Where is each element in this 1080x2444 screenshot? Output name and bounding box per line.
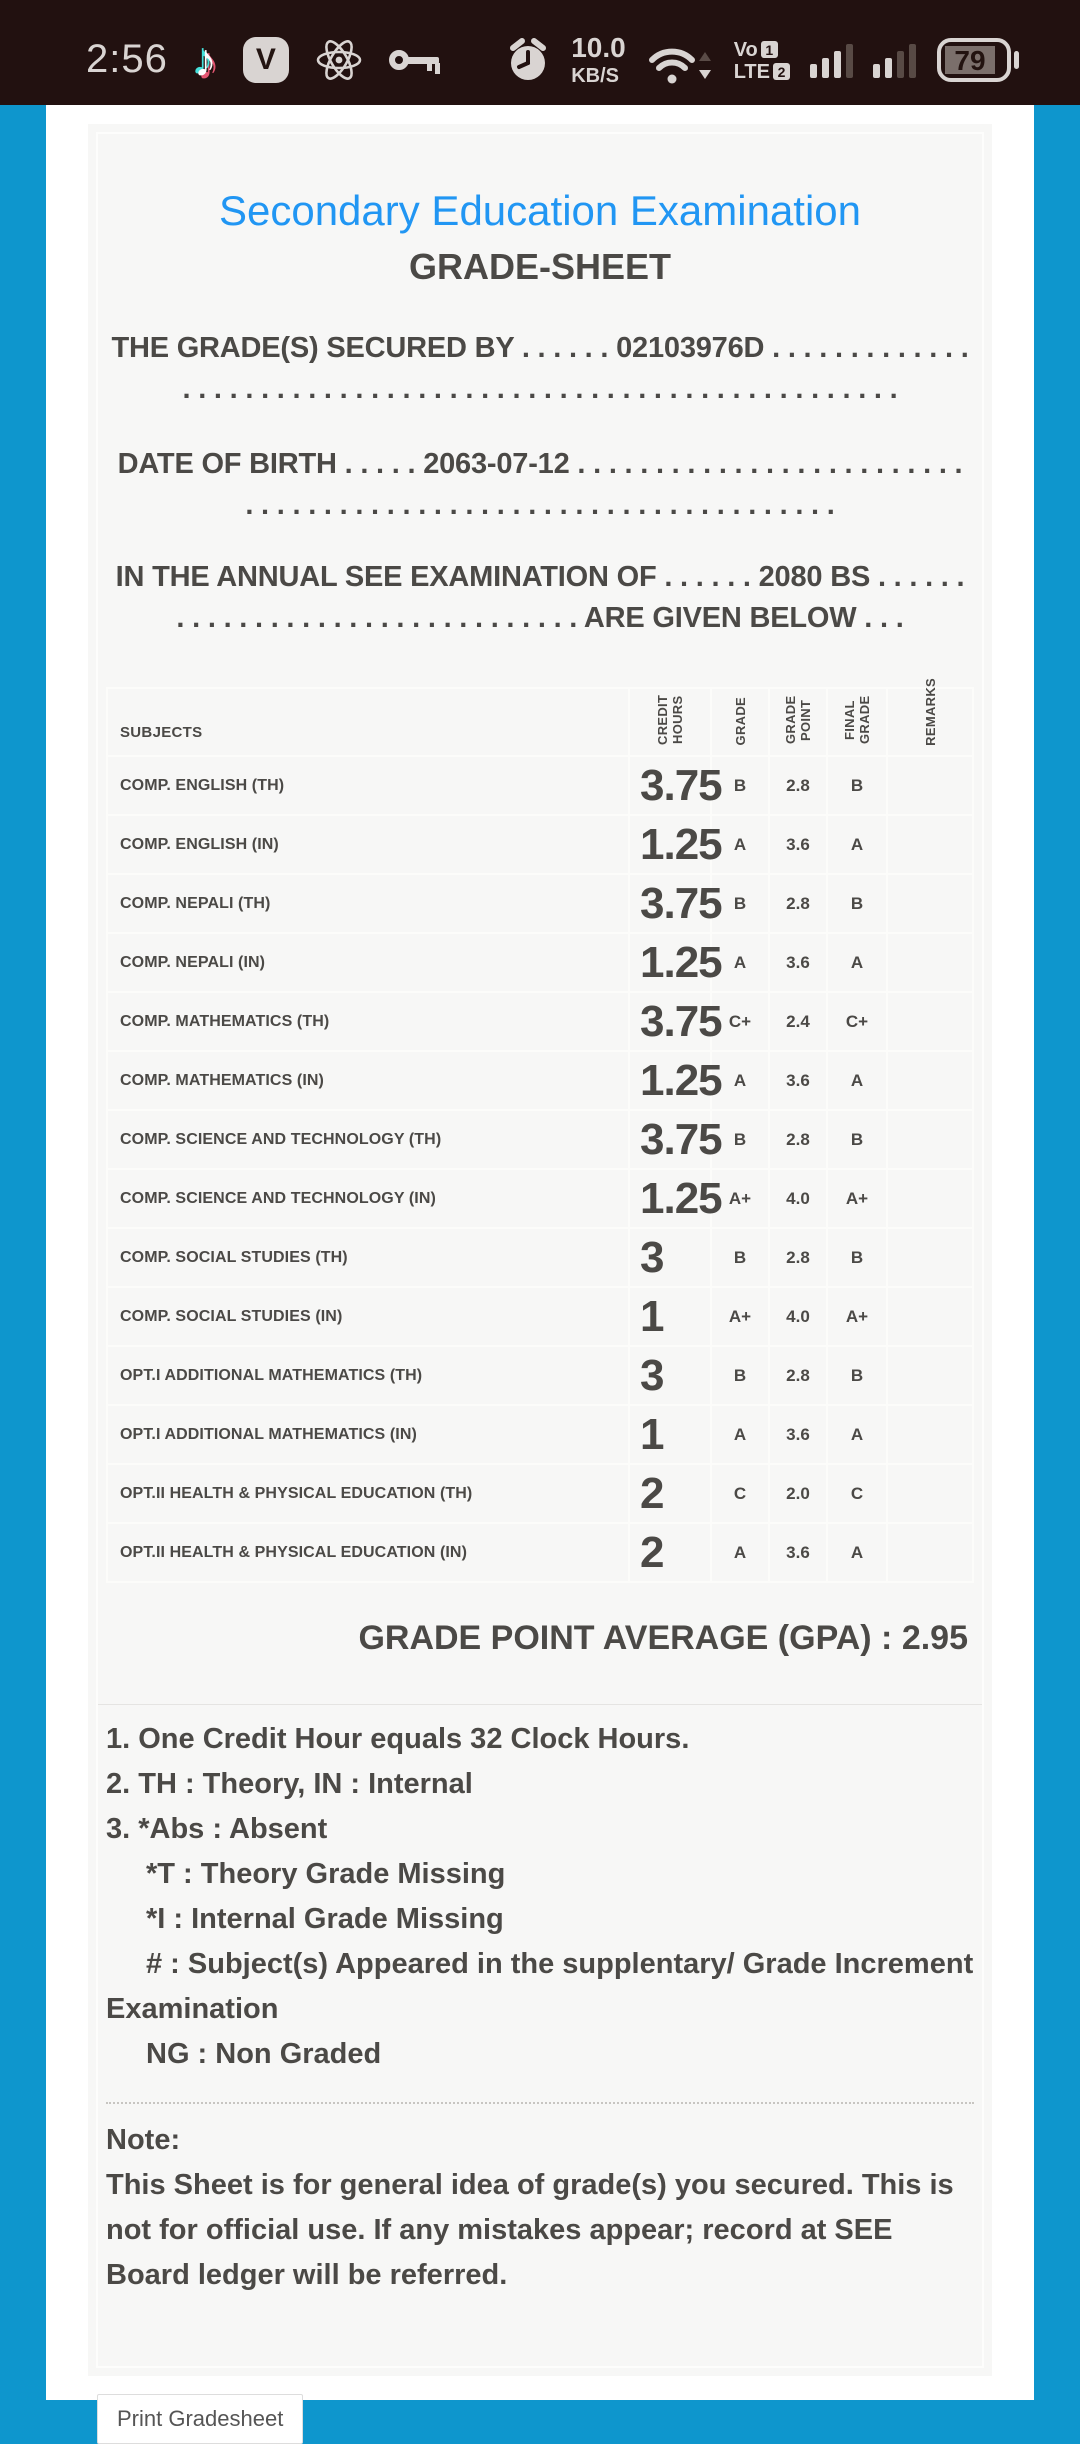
- status-right-group: [505, 31, 1022, 87]
- cell-subject: OPT.I ADDITIONAL MATHEMATICS (IN): [107, 1405, 629, 1464]
- battery-percent: 79: [954, 44, 986, 76]
- cell-remarks: [887, 1523, 973, 1582]
- cell-credit-hours: 3.75: [629, 756, 711, 815]
- cell-remarks: [887, 756, 973, 815]
- table-row: [107, 1523, 973, 1582]
- cell-final-grade: B: [827, 1228, 887, 1287]
- col-header-grade: GRADE: [711, 688, 769, 756]
- alarm-clock-icon: [505, 35, 551, 85]
- cell-grade-point: 3.6: [769, 1405, 827, 1464]
- cell-remarks: [887, 1464, 973, 1523]
- table-row: [107, 1051, 973, 1110]
- cell-credit-hours: 3.75: [629, 874, 711, 933]
- cell-remarks: [887, 1169, 973, 1228]
- cell-final-grade: B: [827, 1110, 887, 1169]
- cell-final-grade: A: [827, 1051, 887, 1110]
- cell-remarks: [887, 1287, 973, 1346]
- cell-final-grade: A+: [827, 1169, 887, 1228]
- cell-remarks: [887, 1346, 973, 1405]
- cell-grade-point: 4.0: [769, 1287, 827, 1346]
- note-line: # : Subject(s) Appeared in the supplentary/ Grade Increment Examination: [106, 1948, 974, 2025]
- note-line: 2. TH : Theory, IN : Internal: [106, 1768, 473, 1800]
- cell-remarks: [887, 815, 973, 874]
- note-line: 1. One Credit Hour equals 32 Clock Hours.: [106, 1723, 690, 1755]
- cell-credit-hours: 1.25: [629, 1169, 711, 1228]
- table-row: [107, 1346, 973, 1405]
- atom-icon: [315, 36, 363, 84]
- sim1-badge: 1: [761, 41, 778, 58]
- cell-grade-point: 2.8: [769, 874, 827, 933]
- cell-final-grade: A: [827, 933, 887, 992]
- status-time: 2:56: [86, 37, 168, 81]
- cell-subject: COMP. MATHEMATICS (TH): [107, 992, 629, 1051]
- note-line: *T : Theory Grade Missing: [146, 1858, 506, 1890]
- grades-table: [106, 677, 974, 1583]
- cell-grade-point: 2.8: [769, 1346, 827, 1405]
- key-icon: [389, 43, 443, 77]
- cell-credit-hours: 1.25: [629, 933, 711, 992]
- cell-grade-point: 2.0: [769, 1464, 827, 1523]
- col-header-subjects: SUBJECTS: [107, 688, 629, 756]
- network-speed-indicator: [571, 31, 626, 87]
- cell-grade: A: [711, 1051, 769, 1110]
- cell-grade: A+: [711, 1287, 769, 1346]
- cell-grade-point: 2.4: [769, 992, 827, 1051]
- vanced-app-icon: [243, 37, 289, 83]
- battery-icon: [936, 37, 1022, 83]
- cell-credit-hours: 2: [629, 1523, 711, 1582]
- cell-final-grade: A: [827, 815, 887, 874]
- cell-grade: C: [711, 1464, 769, 1523]
- cell-subject: COMP. SOCIAL STUDIES (IN): [107, 1287, 629, 1346]
- table-row: [107, 1110, 973, 1169]
- note-box: [106, 2102, 974, 2298]
- wifi-up-arrow: [699, 52, 711, 61]
- cell-grade-point: 4.0: [769, 1169, 827, 1228]
- page-title: Secondary Education Examination: [218, 187, 862, 234]
- sim2-signal-icon: [873, 42, 916, 78]
- cell-credit-hours: 3.75: [629, 992, 711, 1051]
- cell-credit-hours: 1: [629, 1287, 711, 1346]
- cell-grade: B: [711, 756, 769, 815]
- table-row: [107, 933, 973, 992]
- signal-bar: [822, 58, 829, 78]
- col-header-final-grade: FINAL GRADE: [827, 688, 887, 756]
- network-speed-unit: KB/S: [571, 64, 619, 87]
- wifi-icon: [646, 34, 714, 86]
- cell-grade-point: 3.6: [769, 1523, 827, 1582]
- table-row: [107, 756, 973, 815]
- cell-subject: COMP. MATHEMATICS (IN): [107, 1051, 629, 1110]
- cell-grade-point: 3.6: [769, 1051, 827, 1110]
- cell-grade-point: 2.8: [769, 1228, 827, 1287]
- dob-line: DATE OF BIRTH . . . . . 2063-07-12 . . . . . . . . . . . . . . . . . . . . . . . . . . . . . . . . . . . . . . . . . . . . . . . . . . . . . . . . . . . . . . .: [117, 448, 963, 521]
- signal-bar: [834, 51, 841, 78]
- cell-grade-point: 2.8: [769, 1110, 827, 1169]
- cell-remarks: [887, 1051, 973, 1110]
- cell-subject: COMP. NEPALI (IN): [107, 933, 629, 992]
- status-left-group: [86, 33, 443, 86]
- cell-credit-hours: 2: [629, 1464, 711, 1523]
- cell-grade: B: [711, 1346, 769, 1405]
- col-header-remarks: REMARKS: [887, 688, 973, 756]
- cell-final-grade: A: [827, 1523, 887, 1582]
- cell-credit-hours: 1.25: [629, 1051, 711, 1110]
- cell-grade: A+: [711, 1169, 769, 1228]
- signal-bar: [909, 44, 916, 78]
- secured-by-line: THE GRADE(S) SECURED BY . . . . . . 02103976D . . . . . . . . . . . . . . . . . . . . . . . . . . . . . . . . . . . . . . . . . . . . . . . . . . . . . . . . . . .: [111, 332, 969, 405]
- cell-final-grade: B: [827, 874, 887, 933]
- status-bar: [0, 0, 1080, 105]
- sim2-badge: 2: [773, 63, 790, 80]
- signal-bar: [873, 64, 880, 78]
- cell-grade: B: [711, 1228, 769, 1287]
- note-title: Note:: [106, 2124, 181, 2156]
- volte-top-label: Vo: [733, 38, 758, 61]
- note-line: NG : Non Graded: [146, 2038, 382, 2070]
- cell-subject: OPT.I ADDITIONAL MATHEMATICS (TH): [107, 1346, 629, 1405]
- network-speed-value: 10.0: [571, 31, 626, 63]
- table-row: [107, 1464, 973, 1523]
- cell-grade: A: [711, 1405, 769, 1464]
- cell-credit-hours: 1.25: [629, 815, 711, 874]
- cell-final-grade: C+: [827, 992, 887, 1051]
- cell-credit-hours: 1: [629, 1405, 711, 1464]
- cell-subject: COMP. ENGLISH (TH): [107, 756, 629, 815]
- content-area: [46, 105, 1034, 2431]
- cell-remarks: [887, 874, 973, 933]
- signal-bar: [897, 51, 904, 78]
- col-header-grade-point: GRADE POINT: [769, 688, 827, 756]
- cell-grade-point: 2.8: [769, 756, 827, 815]
- cell-final-grade: B: [827, 1346, 887, 1405]
- vanced-letter: V: [255, 42, 276, 76]
- cell-remarks: [887, 933, 973, 992]
- cell-subject: COMP. SOCIAL STUDIES (TH): [107, 1228, 629, 1287]
- cell-remarks: [887, 1228, 973, 1287]
- cell-grade: B: [711, 1110, 769, 1169]
- cell-remarks: [887, 1110, 973, 1169]
- page-background: [0, 105, 1080, 2431]
- note-line: 3. *Abs : Absent: [106, 1813, 328, 1845]
- volte-bottom-label: LTE: [733, 60, 770, 83]
- cell-subject: COMP. SCIENCE AND TECHNOLOGY (IN): [107, 1169, 629, 1228]
- signal-bar: [810, 64, 817, 78]
- table-row: [107, 874, 973, 933]
- table-row: [107, 992, 973, 1051]
- notes-list: [98, 1704, 982, 2077]
- table-row: [107, 1169, 973, 1228]
- sheet-subtitle: GRADE-SHEET: [408, 246, 672, 287]
- cell-grade: B: [711, 874, 769, 933]
- table-row: [107, 1405, 973, 1464]
- cell-grade: A: [711, 815, 769, 874]
- signal-bar: [885, 58, 892, 78]
- cell-subject: OPT.II HEALTH & PHYSICAL EDUCATION (TH): [107, 1464, 629, 1523]
- cell-final-grade: A: [827, 1405, 887, 1464]
- note-line: *I : Internal Grade Missing: [146, 1903, 504, 1935]
- cell-subject: COMP. SCIENCE AND TECHNOLOGY (TH): [107, 1110, 629, 1169]
- cell-remarks: [887, 992, 973, 1051]
- tiktok-icon: ♪: [193, 33, 217, 86]
- cell-grade-point: 3.6: [769, 933, 827, 992]
- wifi-down-arrow: [699, 70, 711, 79]
- signal-bar: [846, 44, 853, 78]
- cell-grade: C+: [711, 992, 769, 1051]
- table-row: [107, 1287, 973, 1346]
- volte-indicator: [734, 38, 790, 82]
- note-body: This Sheet is for general idea of grade(s) you secured. This is not for official use. If any mistakes appear; record at SEE Board ledger will be referred.: [106, 2169, 954, 2291]
- table-row: [107, 815, 973, 874]
- cell-credit-hours: 3: [629, 1346, 711, 1405]
- col-header-credit-hours: CREDIT HOURS: [629, 688, 711, 756]
- cell-subject: COMP. ENGLISH (IN): [107, 815, 629, 874]
- cell-grade: A: [711, 1523, 769, 1582]
- cell-subject: COMP. NEPALI (TH): [107, 874, 629, 933]
- cell-credit-hours: 3.75: [629, 1110, 711, 1169]
- table-row: [107, 1228, 973, 1287]
- gradesheet-card: [88, 124, 992, 2376]
- exam-line: IN THE ANNUAL SEE EXAMINATION OF . . . . . . 2080 BS . . . . . . . . . . . . . . . . . . . . . . . . . . . . . . . . ARE GIVEN BELOW . . .: [115, 561, 965, 634]
- cell-grade: A: [711, 933, 769, 992]
- sim1-signal-icon: [810, 42, 853, 78]
- cell-final-grade: A+: [827, 1287, 887, 1346]
- cell-remarks: [887, 1405, 973, 1464]
- cell-grade-point: 3.6: [769, 815, 827, 874]
- cell-credit-hours: 3: [629, 1228, 711, 1287]
- print-gradesheet-button[interactable]: Print Gradesheet: [97, 2394, 303, 2444]
- cell-final-grade: B: [827, 756, 887, 815]
- cell-subject: OPT.II HEALTH & PHYSICAL EDUCATION (IN): [107, 1523, 629, 1582]
- table-header-row: [107, 688, 973, 756]
- cell-final-grade: C: [827, 1464, 887, 1523]
- gpa-line: GRADE POINT AVERAGE (GPA) : 2.95: [358, 1619, 968, 1657]
